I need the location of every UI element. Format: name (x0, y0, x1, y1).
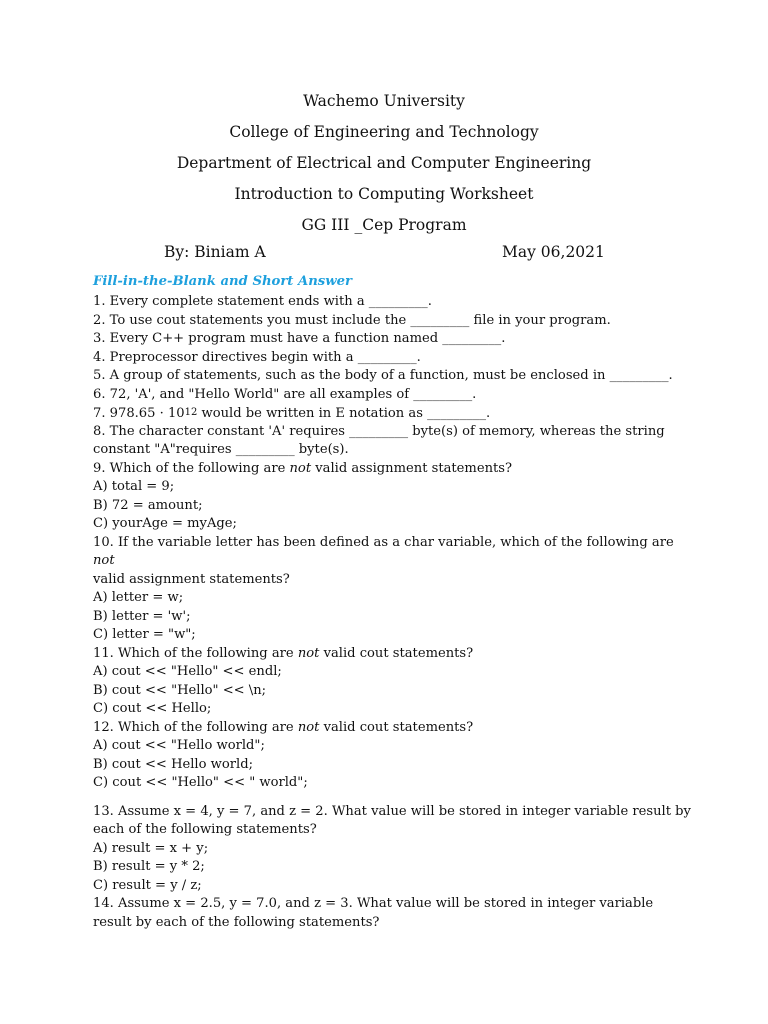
question-9 (93, 460, 683, 479)
question-3: 3. Every C++ program must have a function named _________. (93, 331, 506, 346)
question-9-option-c: C) yourAge = myAge; (93, 516, 237, 531)
question-13-option-c: C) result = y / z; (93, 877, 202, 893)
worksheet-title: Introduction to Computing Worksheet (234, 185, 534, 203)
question-11 (93, 645, 683, 664)
university-name: Wachemo University (303, 92, 465, 110)
question-11-option-b: B) cout << "Hello" << \n; (93, 682, 267, 698)
question-10-option-b: B) letter = 'w'; (93, 608, 191, 624)
question-5: 5. A group of statements, such as the body of a function, must be enclosed in _________. (93, 368, 673, 383)
question-9-option-a: A) total = 9; (93, 479, 175, 494)
paragraph-gap (93, 793, 683, 803)
question-12-option-b: B) cout << Hello world; (93, 756, 253, 772)
question-14-line-2: result by each of the following statements? (93, 914, 380, 930)
department-name: Department of Electrical and Computer Engineering (176, 154, 592, 172)
question-14-line-1: 14. Assume x = 2.5, y = 7.0, and z = 3. What value will be stored in integer variable (93, 896, 654, 911)
question-12-emphasis: not (297, 719, 320, 735)
question-13-line-1: 13. Assume x = 4, y = 7, and z = 2. What value will be stored in integer variable result by (93, 803, 691, 819)
question-6: 6. 72, 'A', and "Hello World" are all examples of _________. (93, 386, 477, 402)
question-7-exponent: 12 (184, 407, 198, 418)
question-8-line-2: constant "A"requires _________ byte(s). (93, 442, 349, 457)
question-11-option-a: A) cout << "Hello" << endl; (93, 664, 282, 679)
author: By: Biniam A (164, 243, 266, 261)
question-7-text-b: would be written in E notation as _________. (197, 406, 491, 421)
question-10-option-c: C) letter = "w"; (93, 627, 196, 642)
question-13-option-a: A) result = x + y; (93, 840, 209, 856)
question-1: 1. Every complete statement ends with a _________. (93, 294, 432, 309)
question-9-option-b: B) 72 = amount; (93, 497, 203, 513)
program-name: GG III _Cep Program (301, 216, 467, 234)
question-11-emphasis: not (297, 645, 320, 661)
question-4: 4. Preprocessor directives begin with a _________. (93, 349, 421, 365)
question-12-text-b: valid cout statements? (319, 719, 474, 735)
question-10-emphasis: not (93, 553, 115, 568)
college-name: College of Engineering and Technology (229, 123, 539, 141)
question-11-option-c: C) cout << Hello; (93, 701, 212, 716)
question-list (93, 293, 691, 932)
question-9-emphasis: not (289, 460, 312, 476)
question-13-option-b: B) result = y * 2; (93, 859, 205, 874)
question-7 (93, 404, 683, 423)
question-10-line-2: valid assignment statements? (93, 571, 290, 587)
section-heading: Fill-in-the-Blank and Short Answer (93, 274, 352, 289)
question-12 (93, 719, 683, 738)
question-10-line-1: 10. If the variable letter has been defined as a char variable, which of the following are (93, 534, 674, 550)
question-9-text-b: valid assignment statements? (311, 460, 513, 476)
question-12-text-a: 12. Which of the following are (93, 719, 298, 735)
question-11-text-b: valid cout statements? (319, 645, 474, 661)
question-9-text-a: 9. Which of the following are (93, 460, 290, 476)
question-11-text-a: 11. Which of the following are (93, 645, 298, 661)
question-7-text-a: 7. 978.65 · 10 (93, 406, 185, 421)
byline (0, 243, 768, 265)
question-13-line-2: each of the following statements? (93, 822, 317, 837)
question-10-option-a: A) letter = w; (93, 590, 184, 605)
title-block (0, 86, 768, 241)
date: May 06,2021 (502, 243, 605, 261)
question-8-line-1: 8. The character constant 'A' requires _________ byte(s) of memory, whereas the string (93, 423, 665, 439)
question-10-emphasis-line (93, 552, 683, 571)
question-12-option-a: A) cout << "Hello world"; (93, 738, 265, 753)
question-12-option-c: C) cout << "Hello" << " world"; (93, 775, 308, 790)
question-2: 2. To use cout statements you must include the _________ file in your program. (93, 312, 611, 328)
